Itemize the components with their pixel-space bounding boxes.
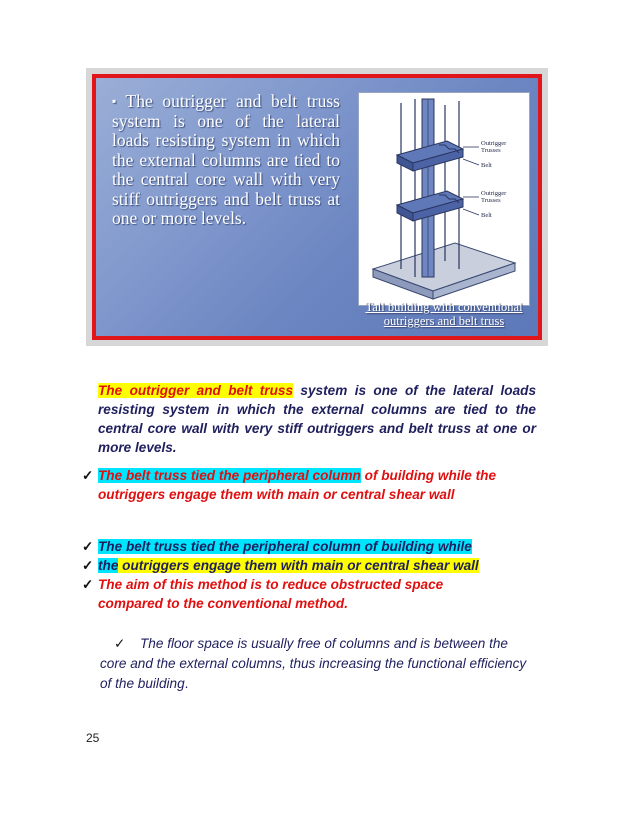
outrigger-label-bottom: Outrigger xyxy=(481,190,507,197)
belt-label-bottom: Belt xyxy=(481,212,492,219)
tall-building-diagram xyxy=(359,93,529,305)
check-item-2 xyxy=(82,537,542,556)
figure-caption xyxy=(352,300,536,328)
trusses-label-bottom: Trusses xyxy=(481,197,501,204)
belt-label-top: Belt xyxy=(481,162,492,169)
caption-line-2: outriggers and belt truss xyxy=(383,314,505,328)
intro-paragraph xyxy=(98,381,536,457)
intro-highlight: The outrigger and belt truss xyxy=(98,383,294,398)
caption-line-1: Tall building with conventional xyxy=(365,300,523,314)
checkmark-icon: ✓ xyxy=(82,468,94,483)
slide-text-content: The outrigger and belt truss system is one of the lateral loads resisting system in which the external columns are tied to the central core wall with very stiff outriggers and belt truss at one or more levels. xyxy=(112,91,340,228)
check1-line2: outriggers engage them with main or central shear wall xyxy=(98,487,455,502)
check4-line1: The aim of this method is to reduce obstructed space xyxy=(98,577,444,592)
slide-image-frame xyxy=(86,68,548,346)
check1-rest: of building while the xyxy=(360,468,497,483)
checkmark-icon: ✓ xyxy=(114,636,126,651)
sub-check-text: The floor space is usually free of columns and is between the core and the external columns, thus increasing the functional efficiency of the building xyxy=(100,636,527,691)
outrigger-label-top: Outrigger xyxy=(481,140,507,147)
checkmark-icon: ✓ xyxy=(82,539,94,554)
page-number: 25 xyxy=(86,731,100,745)
slide-image xyxy=(92,74,542,340)
sub-check-item xyxy=(100,634,530,694)
check-item-4 xyxy=(82,575,542,613)
checkmark-icon: ✓ xyxy=(82,577,94,592)
square-bullet-icon: ▪ xyxy=(112,94,122,108)
sub-check-period: . xyxy=(184,676,189,691)
trusses-label-top: Trusses xyxy=(481,147,501,154)
check3-lead: the xyxy=(98,558,119,573)
check1-highlight: The belt truss tied the peripheral column xyxy=(98,468,361,483)
intro-rest: system is one of the lateral loads resisting system in which the external columns are tied to the central core wall with very stiff outriggers and belt truss at one or more levels. xyxy=(98,383,536,455)
check-item-1 xyxy=(82,466,542,504)
check2-highlight: The belt truss tied the peripheral column of building while xyxy=(98,539,472,554)
check4-line2: compared to the conventional method. xyxy=(98,596,348,611)
building-figure xyxy=(358,92,530,306)
slide-bullet-text xyxy=(112,92,340,229)
checkmark-icon: ✓ xyxy=(82,558,94,573)
check3-highlight: outriggers engage them with main or central shear wall xyxy=(118,558,479,573)
check-item-3 xyxy=(82,556,542,575)
